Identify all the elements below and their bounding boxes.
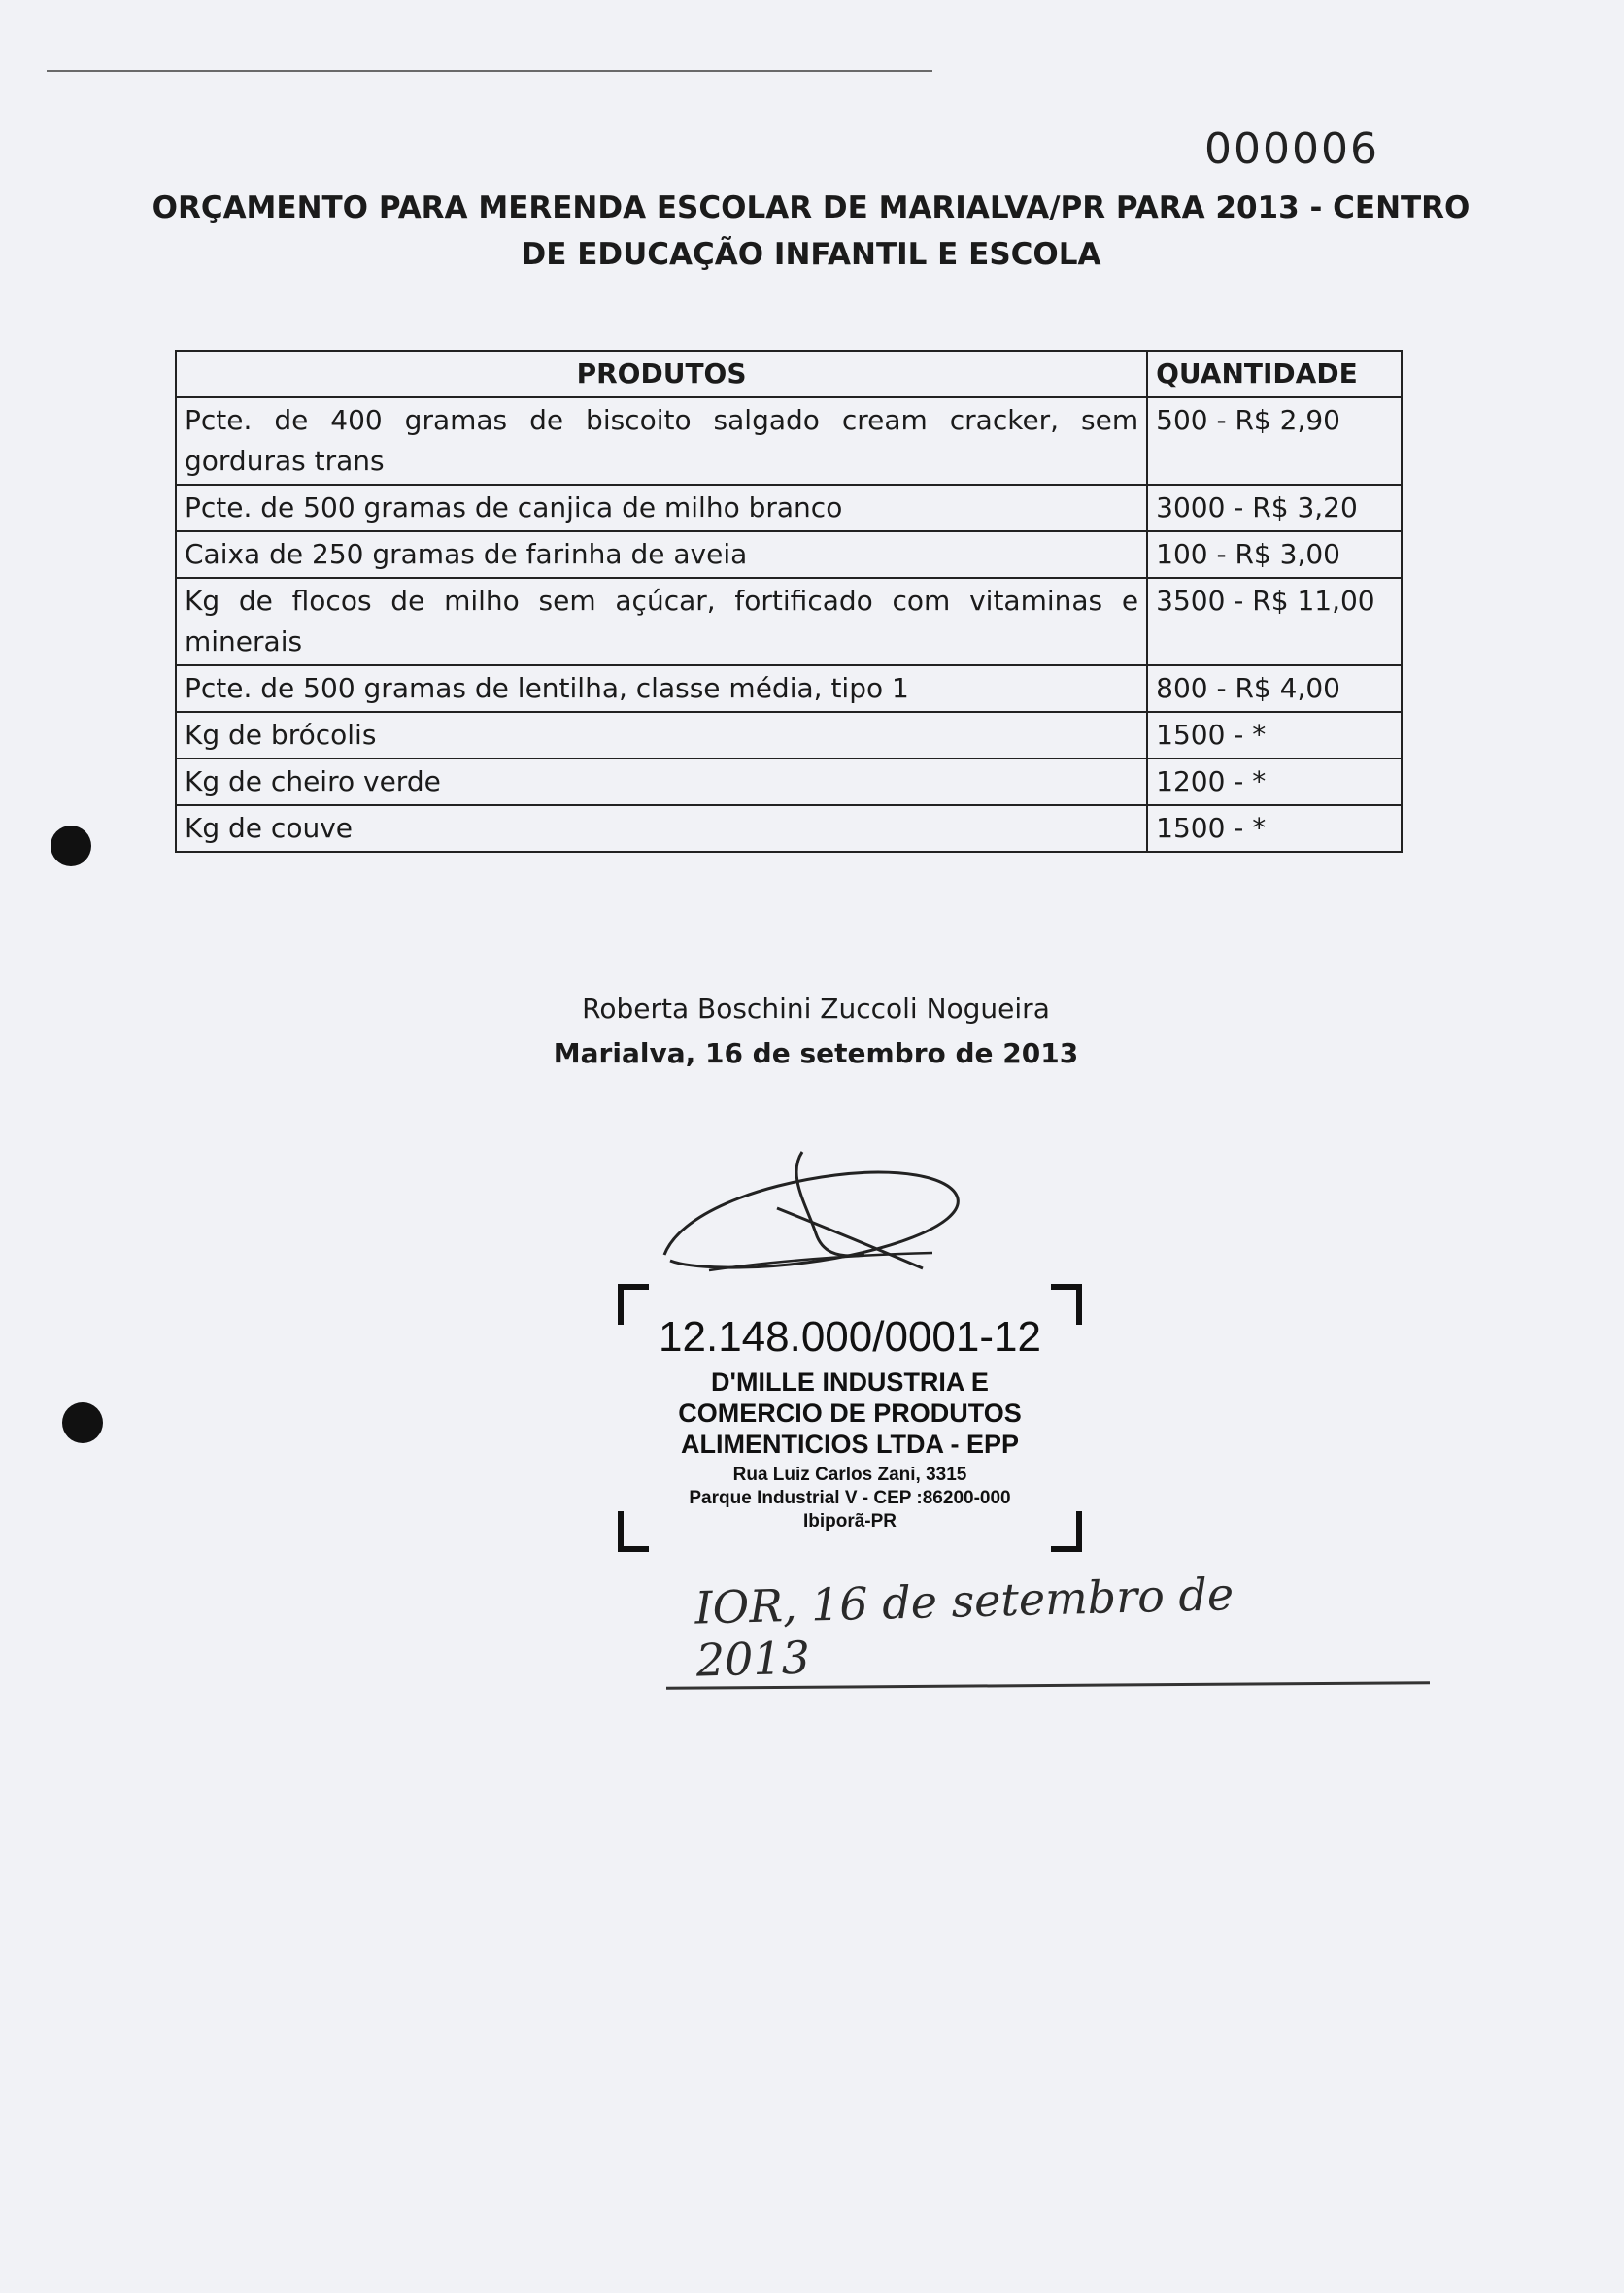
header-quantity: QUANTIDADE bbox=[1147, 351, 1402, 397]
products-table bbox=[175, 350, 1403, 853]
product-cell: Caixa de 250 gramas de farinha de aveia bbox=[176, 531, 1147, 578]
punch-hole bbox=[51, 826, 91, 866]
page-number: 000006 bbox=[1204, 124, 1379, 174]
stamp-company-name: D'MILLE INDUSTRIA E bbox=[711, 1367, 989, 1397]
table-row bbox=[176, 665, 1402, 712]
product-cell: Pcte. de 400 gramas de biscoito salgado cream cracker, sem gorduras trans bbox=[176, 397, 1147, 485]
quantity-cell: 1500 - * bbox=[1147, 712, 1402, 759]
table-row bbox=[176, 805, 1402, 852]
quantity-cell: 3000 - R$ 3,20 bbox=[1147, 485, 1402, 531]
table-row bbox=[176, 578, 1402, 665]
header-products: PRODUTOS bbox=[176, 351, 1147, 397]
punch-hole bbox=[62, 1402, 103, 1443]
top-rule bbox=[47, 70, 932, 72]
table-header-row bbox=[176, 351, 1402, 397]
product-cell: Pcte. de 500 gramas de canjica de milho branco bbox=[176, 485, 1147, 531]
signature-block bbox=[544, 987, 1088, 1076]
table-row bbox=[176, 397, 1402, 485]
product-cell: Kg de brócolis bbox=[176, 712, 1147, 759]
quantity-cell: 3500 - R$ 11,00 bbox=[1147, 578, 1402, 665]
stamp-company-name: COMERCIO DE PRODUTOS bbox=[678, 1399, 1022, 1428]
quantity-cell: 800 - R$ 4,00 bbox=[1147, 665, 1402, 712]
document-title: ORÇAMENTO PARA MERENDA ESCOLAR DE MARIALVA/PR PARA 2013 - CENTRO DE EDUCAÇÃO INFANTIL E ESCOLA bbox=[152, 190, 1471, 272]
table-row bbox=[176, 485, 1402, 531]
product-cell: Kg de couve bbox=[176, 805, 1147, 852]
handwritten-signature bbox=[641, 1146, 971, 1292]
quantity-cell: 500 - R$ 2,90 bbox=[1147, 397, 1402, 485]
product-cell: Kg de flocos de milho sem açúcar, fortificado com vitaminas e minerais bbox=[176, 578, 1147, 665]
product-cell: Kg de cheiro verde bbox=[176, 759, 1147, 805]
table-row bbox=[176, 531, 1402, 578]
author-name: Roberta Boschini Zuccoli Nogueira bbox=[582, 993, 1050, 1025]
stamp-address: Rua Luiz Carlos Zani, 3315 bbox=[732, 1465, 967, 1485]
stamp-cnpj: 12.148.000/0001-12 bbox=[659, 1313, 1041, 1361]
company-stamp bbox=[614, 1274, 1086, 1562]
place-date: Marialva, 16 de setembro de 2013 bbox=[553, 1037, 1079, 1069]
quantity-cell: 100 - R$ 3,00 bbox=[1147, 531, 1402, 578]
quantity-cell: 1500 - * bbox=[1147, 805, 1402, 852]
table-row bbox=[176, 712, 1402, 759]
table-row bbox=[176, 759, 1402, 805]
product-cell: Pcte. de 500 gramas de lentilha, classe média, tipo 1 bbox=[176, 665, 1147, 712]
stamp-city: Ibiporã-PR bbox=[802, 1511, 897, 1532]
quantity-cell: 1200 - * bbox=[1147, 759, 1402, 805]
handwritten-date: IOR, 16 de setembro de 2013 bbox=[694, 1568, 1235, 1687]
stamp-address: Parque Industrial V - CEP :86200-000 bbox=[689, 1488, 1011, 1508]
stamp-company-name: ALIMENTICIOS LTDA - EPP bbox=[681, 1430, 1019, 1459]
